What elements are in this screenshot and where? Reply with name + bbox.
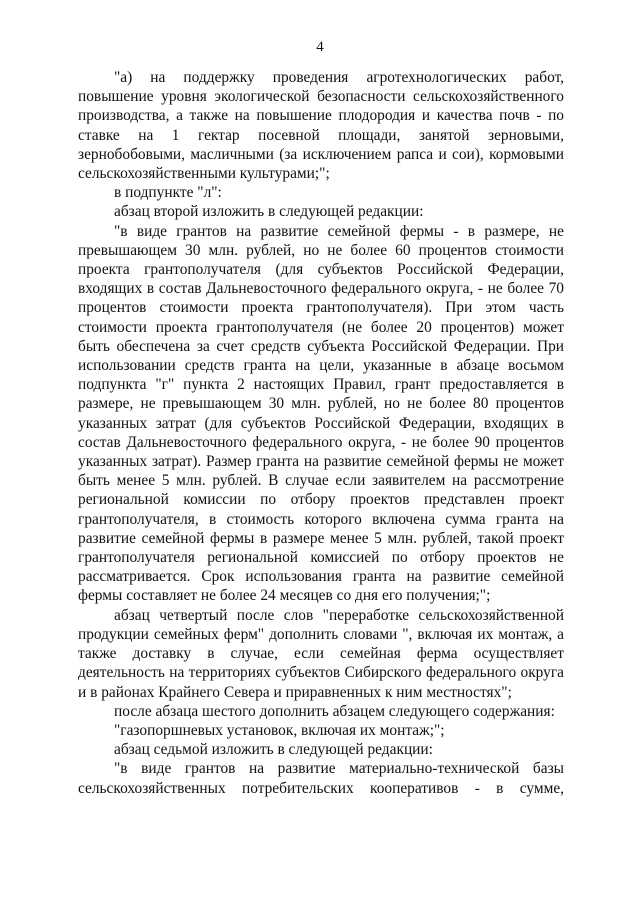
document-body: [78, 68, 564, 798]
paragraph-item-a: "а) на поддержку проведения агротехнологических работ, повышение уровня экологической безопасности сельскохозяйственного производства, а также на повышение плодородия и качества почв - по ставке на 1 гектар посевной площади, занятой зерновыми, зернобобовыми, масличными (за исключением рапса и сои), кормовыми сельскохозяйственными культурами;";: [78, 69, 564, 183]
paragraph-gas-piston-units: "газопоршневых установок, включая их монтаж;";: [114, 721, 445, 739]
paragraph-cooperative-grants: "в виде грантов на развитие материально-технической базы сельскохозяйственных потребительских кооперативов - в сумме,: [78, 760, 564, 797]
paragraph-subpoint-l: в подпункте "л":: [114, 184, 222, 202]
paragraph-second-abzac-instruction: абзац второй изложить в следующей редакции:: [114, 203, 424, 221]
paragraph-fourth-abzac-amendment: абзац четвертый после слов "переработке сельскохозяйственной продукции семейных ферм" дополнить словами ", включая их монтаж, а также доставку в случае, если семейная ферма осуществляет деятельность на территориях субъектов Сибирского федерального округа и в районах Крайнего Севера и приравненных к ним местностях";: [78, 606, 564, 701]
paragraph-seventh-abzac-instruction: абзац седьмой изложить в следующей редакции:: [114, 741, 433, 759]
paragraph-sixth-abzac-addition: после абзаца шестого дополнить абзацем следующего содержания:: [114, 702, 555, 720]
page-number: 4: [316, 39, 324, 55]
paragraph-family-farm-grants: "в виде грантов на развитие семейной фермы - в размере, не превышающем 30 млн. рублей, но не более 60 процентов стоимости проекта грантополучателя (для субъектов Российской Федерации, входящих в состав Дальневосточного федерального округа, - не более 70 процентов стоимости проекта грантополучателя). При этом часть стоимости проекта грантополучателя (не более 20 процентов) может быть обеспечена за счет средств субъекта Российской Федерации. При использовании средств гранта на цели, указанные в абзаце восьмом подпункта "г" пункта 2 настоящих Правил, грант предоставляется в размере, не превышающем 30 млн. рублей, но не более 80 процентов указанных затрат (для субъектов Российской Федерации, входящих в состав Дальневосточного федерального округа, - не более 90 процентов указанных затрат). Размер гранта на развитие семейной фермы не может быть менее 5 млн. рублей. В случае если заявителем на рассмотрение региональной комиссии по отбору проектов представлен проект грантополучателя, в стоимость которого включена сумма гранта на развитие семейной фермы в размере менее 5 млн. рублей, такой проект грантополучателя региональной комиссией по отбору проектов не рассматривается. Срок использования гранта на развитие семейной фермы составляет не более 24 месяцев со дня его получения;";: [78, 222, 564, 605]
